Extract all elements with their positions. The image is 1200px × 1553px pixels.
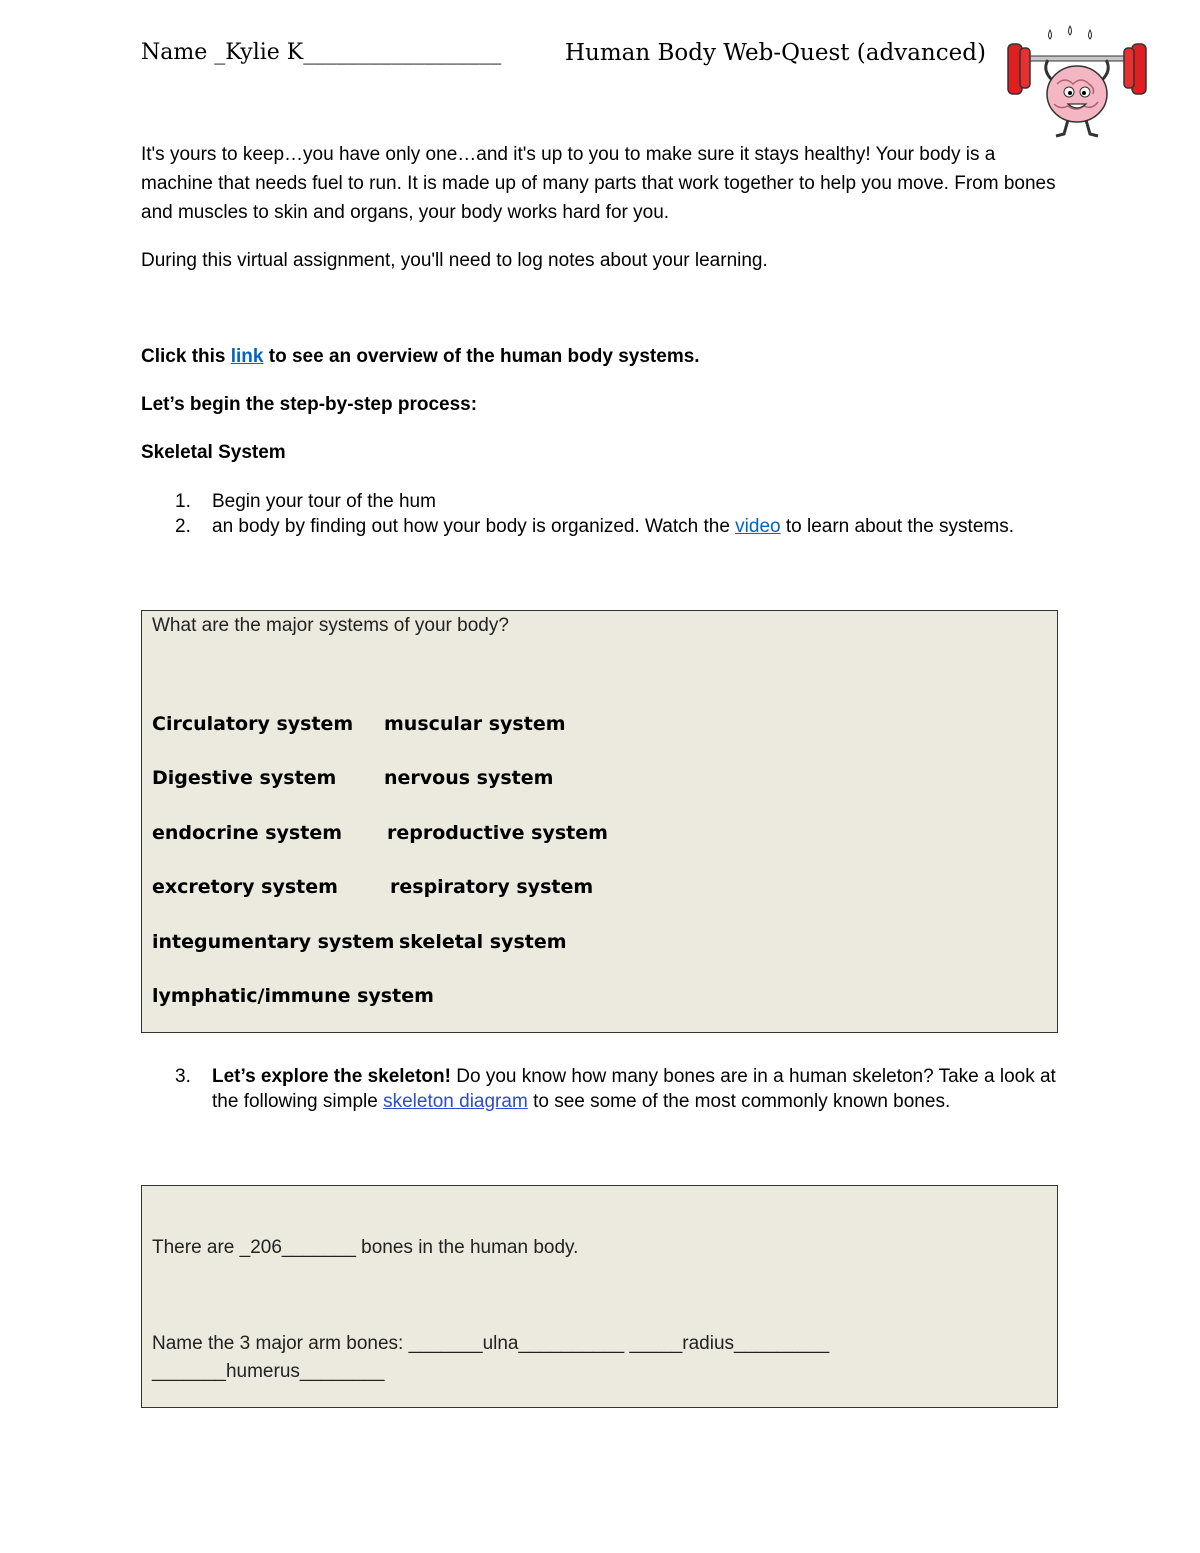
overview-instruction — [141, 342, 1071, 371]
bones-answer-box — [141, 1185, 1058, 1408]
step-3 — [141, 1064, 1061, 1114]
list-item — [141, 514, 1041, 539]
overview-text-after: to see an overview of the human body systems. — [263, 346, 700, 367]
brain-weightlifter-icon — [1002, 22, 1152, 144]
list-item — [141, 489, 1041, 514]
step-number: 2. — [175, 516, 191, 537]
overview-link[interactable]: link — [230, 346, 264, 367]
step-text-after: to learn about the systems. — [780, 516, 1014, 537]
video-link[interactable]: video — [735, 516, 781, 537]
bone-count-answer[interactable]: There are _206_______ bones in the human body. — [152, 1237, 579, 1258]
begin-heading: Let’s begin the step-by-step process: — [141, 394, 478, 415]
list-item — [141, 1064, 1061, 1114]
step-3-text-after: to see some of the most commonly known bones. — [527, 1091, 951, 1112]
system-label: lymphatic/immune system — [152, 985, 434, 1007]
system-label: Circulatory system — [152, 713, 354, 735]
system-label: endocrine system — [152, 822, 343, 844]
system-label: excretory system — [152, 876, 338, 898]
overview-text-before: Click this — [141, 346, 231, 367]
step-number: 1. — [175, 491, 191, 512]
student-name-line: Name _Kylie K__________________ — [141, 40, 502, 65]
system-label: nervous system — [384, 767, 554, 789]
system-label: Digestive system — [152, 767, 337, 789]
system-label: respiratory system — [390, 876, 594, 898]
systems-answer-box — [141, 610, 1058, 1033]
step-text-before: an body by finding out how your body is organized. Watch the — [212, 516, 736, 537]
skeleton-diagram-link[interactable]: skeleton diagram — [383, 1091, 528, 1112]
step-3-bold: Let’s explore the skeleton! — [212, 1066, 451, 1087]
step-number: 3. — [175, 1066, 191, 1087]
steps-list — [141, 489, 1041, 539]
arm-bones-answer-line2[interactable]: _______humerus________ — [152, 1361, 385, 1382]
system-label: integumentary system — [152, 931, 395, 953]
system-label: reproductive system — [387, 822, 608, 844]
system-label: muscular system — [384, 713, 566, 735]
step-text: Begin your tour of the hum — [212, 491, 436, 512]
systems-question: What are the major systems of your body? — [152, 615, 509, 636]
page-title: Human Body Web-Quest (advanced) — [565, 40, 986, 66]
intro-paragraph: It's yours to keep…you have only one…and it's up to you to make sure it stays healthy! Your body is a machine that needs fuel to run. It is made up of many parts that work together to help you move. From bones and muscles to skin and organs, your body works hard for you. — [141, 144, 1056, 223]
arm-bones-answer[interactable]: Name the 3 major arm bones: _______ulna__________ _____radius_________ — [152, 1333, 830, 1354]
system-label: skeletal system — [399, 931, 567, 953]
assignment-note: During this virtual assignment, you'll need to log notes about your learning. — [141, 250, 768, 271]
section-heading: Skeletal System — [141, 442, 286, 463]
step-3-text-before: Do you know how many bones are in a human skeleton? Take a look at the following simple — [212, 1066, 1056, 1112]
